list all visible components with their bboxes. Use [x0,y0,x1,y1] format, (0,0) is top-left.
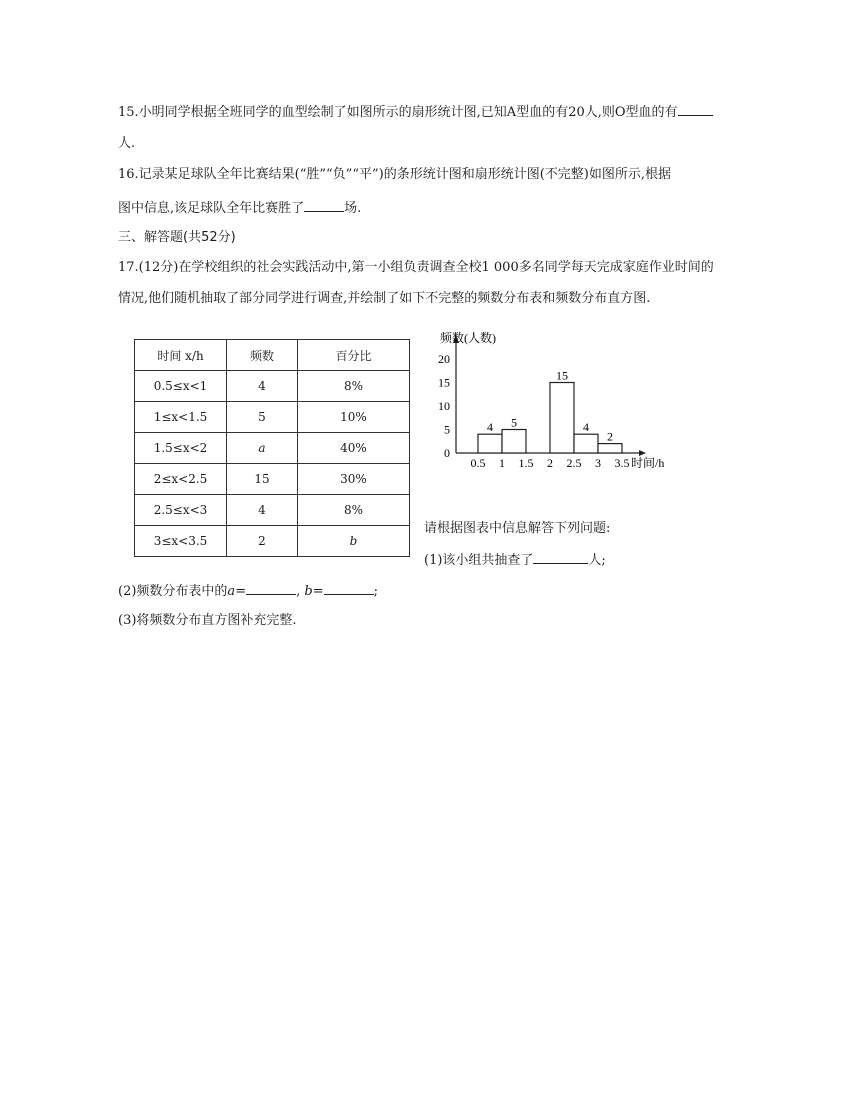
table-cell-interval: 2≤x<2.5 [135,464,227,495]
q17-sub2-blank-b[interactable] [324,582,374,595]
q16-tail: 场. [344,201,362,216]
table-cell-interval: 1≤x<1.5 [135,402,227,433]
q17-sub2-text: (2)频数分布表中的 [118,584,228,599]
table-cell-percent: b [298,526,410,557]
section-3-heading: 三、解答题(共52分) [118,230,236,245]
q17-sub2-blank-a[interactable] [246,582,296,595]
y-tick-label: 15 [438,375,450,390]
table-header-frequency: 频数 [227,340,298,371]
table-cell-interval: 0.5≤x<1 [135,371,227,402]
x-tick-label: 3.5 [614,456,630,470]
histogram-bar [478,434,502,453]
q15-text: 15.小明同学根据全班同学的血型绘制了如图所示的扇形统计图,已知A型血的有20人,则O型血的有 [118,105,678,120]
q17-sub2-tail: ; [373,584,378,599]
table-row [135,371,410,402]
table-header-percent: 百分比 [298,340,410,371]
q17-sub2-var-b: b [304,584,313,599]
y-tick-label: 20 [438,352,450,366]
q17-text-2: 情况,他们随机抽取了部分同学进行调查,并绘制了如下不完整的频数分布表和频数分布直方图. [118,291,651,306]
histogram-bar [598,444,622,453]
q17-prompt: 请根据图表中信息解答下列问题: [424,521,611,536]
table-cell-frequency: 5 [227,402,298,433]
table-row [135,402,410,433]
table-cell-interval: 3≤x<3.5 [135,526,227,557]
q17-sub1-line [424,551,606,570]
q15-tail: 人. [118,136,136,151]
q17-sub1-blank[interactable] [533,551,588,564]
y-tick-label: 5 [444,422,450,437]
q16-line-2 [118,199,361,218]
x-axis-title: 时间/h [631,456,665,470]
q16-text-2: 图中信息,该足球队全年比赛胜了 [118,201,305,216]
q17-sub1-tail: 人; [588,553,606,568]
histogram-bar [502,430,526,454]
table-cell-interval: 1.5≤x<2 [135,433,227,464]
bar-value-label: 4 [583,420,589,435]
table-cell-percent: 30% [298,464,410,495]
histogram-bar [550,383,574,454]
histogram-bar [574,434,598,453]
table-row [135,433,410,464]
y-axis-title: 频数(人数) [440,331,496,345]
x-tick-label: 1.5 [518,456,534,470]
q17-sub1-text: (1)该小组共抽查了 [424,553,534,568]
q17-sub2-var-a: a [227,584,236,599]
q16-blank[interactable] [304,199,344,212]
table-cell-frequency: a [227,433,298,464]
x-tick-label: 2.5 [566,456,582,470]
y-tick-label: 0 [444,446,450,460]
table-cell-percent: 8% [298,495,410,526]
table-cell-percent: 10% [298,402,410,433]
bar-value-label: 15 [556,368,568,383]
q17-sub3-line: (3)将频数分布直方图补充完整. [118,613,297,628]
x-tick-label: 3 [595,456,601,470]
table-row [135,495,410,526]
table-row [135,464,410,495]
q15-blank[interactable] [678,103,713,116]
q17-line-2 [118,290,650,308]
x-tick-label: 0.5 [470,456,486,470]
table-cell-frequency: 2 [227,526,298,557]
q15-tail-line [118,135,135,153]
q17-text-1: 17.(12分)在学校组织的社会实践活动中,第一小组负责调查全校1 000多名同学每天完成家庭作业时间的 [118,260,714,275]
frequency-histogram [420,322,680,472]
frequency-table [134,339,410,557]
table-header-row [135,340,410,371]
bar-value-label: 5 [511,415,517,430]
table-header-time: 时间 x/h [135,340,227,371]
table-cell-percent: 8% [298,371,410,402]
table-cell-percent: 40% [298,433,410,464]
y-tick-label: 10 [438,399,450,413]
table-cell-frequency: 4 [227,495,298,526]
table-cell-interval: 2.5≤x<3 [135,495,227,526]
table-row [135,526,410,557]
table-cell-frequency: 15 [227,464,298,495]
q16-text-1: 16.记录某足球队全年比赛结果(“胜”“负”“平”)的条形统计图和扇形统计图(不完整)如图所示,根据 [118,167,671,182]
table-cell-frequency: 4 [227,371,298,402]
q15-line [118,103,713,122]
x-tick-label: 1 [499,456,505,470]
x-tick-label: 2 [547,456,553,470]
q17-line-1 [118,259,714,277]
bar-value-label: 2 [607,429,613,444]
bar-value-label: 4 [487,420,493,435]
q17-sub2-line: (2)频数分布表中的a= , b= ; [118,584,378,599]
q16-line-1 [118,166,671,184]
